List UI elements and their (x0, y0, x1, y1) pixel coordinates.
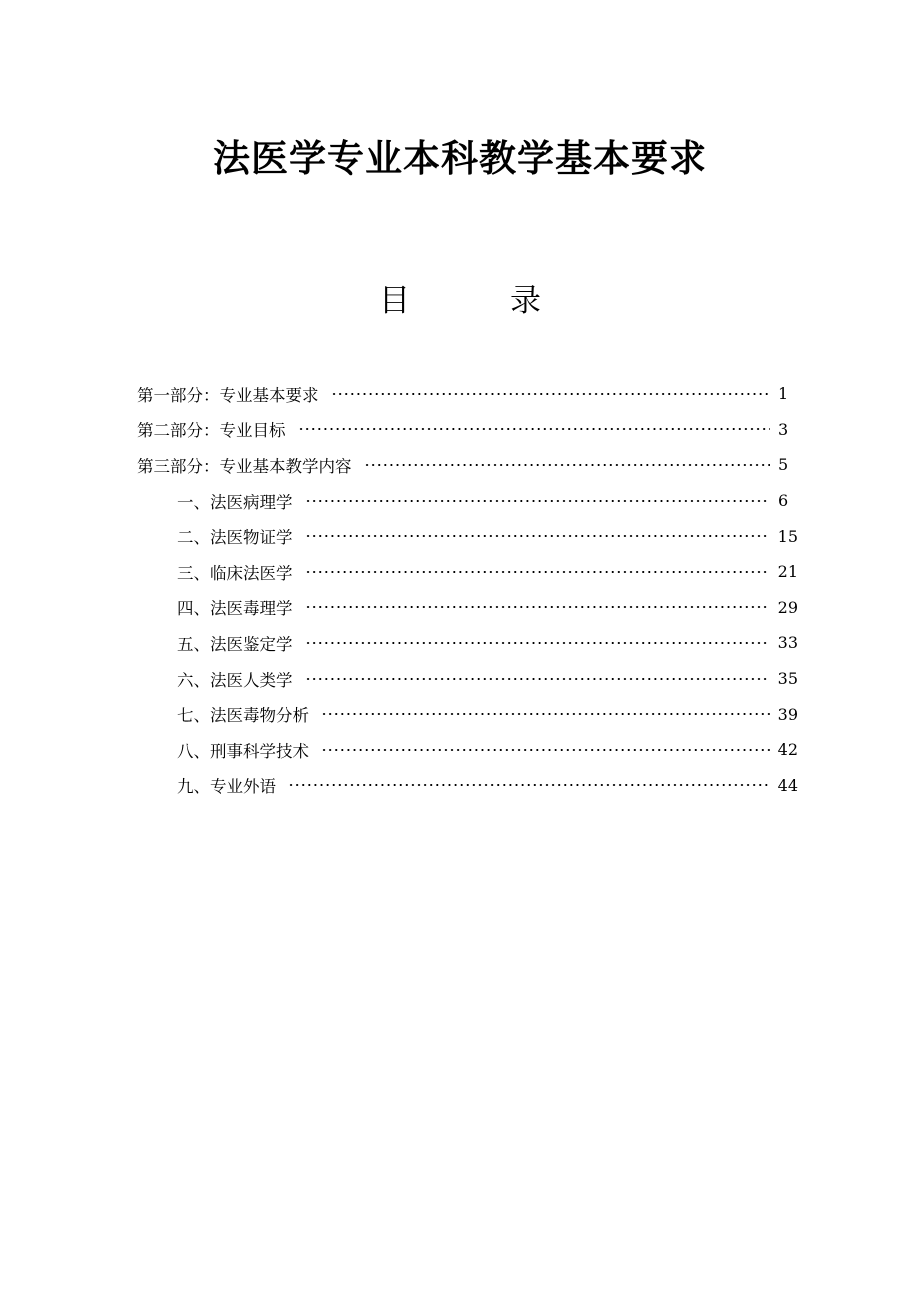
toc-entry-part-2[interactable] (137, 412, 798, 448)
toc-entry-label: 第三部分：专业基本教学内容 (137, 456, 352, 476)
toc-entry-page: 6 (778, 491, 789, 511)
toc-heading (0, 275, 920, 320)
toc-entry-label: 九、专业外语 (177, 777, 276, 797)
toc-heading-char: 目 (379, 283, 410, 319)
toc-entry-label: 四、法医毒理学 (177, 599, 293, 619)
toc-entry-label: 第二部分：专业目标 (137, 421, 286, 441)
toc-entry-professional-foreign-language[interactable] (137, 768, 798, 804)
toc-entry-forensic-toxicant-analysis[interactable] (137, 696, 798, 732)
toc-entry-page: 39 (777, 704, 798, 724)
dot-leader (305, 534, 770, 538)
toc-entry-page: 21 (777, 562, 798, 582)
dot-leader (305, 605, 770, 609)
toc-entry-page: 5 (778, 455, 789, 475)
toc-entry-label: 一、法医病理学 (177, 492, 293, 512)
toc-entry-part-1[interactable] (137, 376, 798, 412)
toc-entry-page: 1 (778, 384, 789, 404)
dot-leader (331, 392, 771, 396)
toc-entry-label: 八、刑事科学技术 (177, 741, 309, 761)
dot-leader (288, 783, 770, 787)
toc-entry-page: 35 (777, 669, 798, 689)
toc-entry-label: 七、法医毒物分析 (177, 706, 309, 726)
toc-entry-page: 44 (777, 775, 798, 795)
dot-leader (298, 427, 771, 431)
toc-entry-forensic-appraisal[interactable] (137, 625, 798, 661)
toc-entry-page: 15 (777, 526, 798, 546)
toc-entry-page: 29 (777, 597, 798, 617)
dot-leader (305, 677, 770, 681)
toc-entry-part-3[interactable] (137, 447, 798, 483)
toc-entry-label: 五、法医鉴定学 (177, 634, 293, 654)
toc-entry-label: 三、临床法医学 (177, 563, 293, 583)
toc-entry-clinical-forensic-medicine[interactable] (137, 554, 798, 590)
toc-entry-label: 六、法医人类学 (177, 670, 293, 690)
toc-entry-page: 42 (777, 740, 798, 760)
dot-leader (305, 499, 771, 503)
toc-entry-forensic-pathology[interactable] (137, 483, 798, 519)
dot-leader (364, 463, 771, 467)
dot-leader (321, 748, 770, 752)
toc-heading-char: 录 (510, 283, 541, 319)
toc-entry-label: 第一部分：专业基本要求 (137, 385, 319, 405)
table-of-contents (137, 376, 798, 803)
toc-entry-page: 33 (777, 633, 798, 653)
toc-entry-page: 3 (778, 419, 789, 439)
toc-entry-label: 二、法医物证学 (177, 528, 293, 548)
toc-entry-forensic-anthropology[interactable] (137, 661, 798, 697)
dot-leader (305, 641, 770, 645)
dot-leader (321, 712, 770, 716)
toc-entry-forensic-toxicology[interactable] (137, 590, 798, 626)
toc-entry-forensic-physical-evidence[interactable] (137, 518, 798, 554)
dot-leader (305, 570, 770, 574)
document-title: 法医学专业本科教学基本要求 (213, 136, 707, 180)
toc-entry-criminal-science-technology[interactable] (137, 732, 798, 768)
